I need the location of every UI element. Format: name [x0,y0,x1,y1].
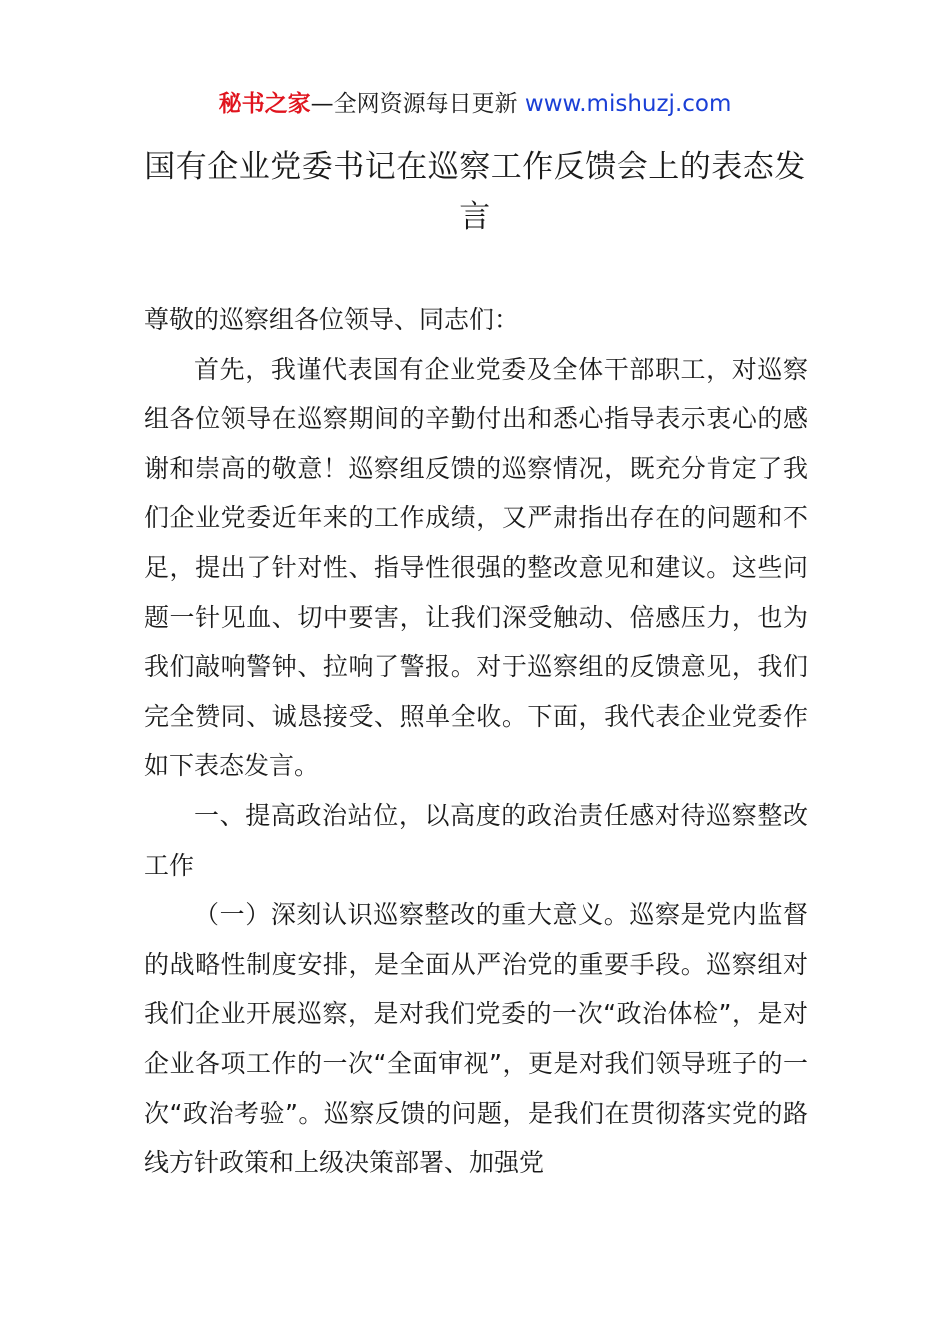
document-title: 国有企业党委书记在巡察工作反馈会上的表态发言 [144,149,806,235]
site-brand: 秘书之家 [218,91,311,117]
site-tagline: —全网资源每日更新 [310,91,525,117]
paragraph-intro: 首先，我谨代表国有企业党委及全体干部职工，对巡察组各位领导在巡察期间的辛勤付出和悉心指导表示衷心的感谢和崇高的敬意！巡察组反馈的巡察情况，既充分肯定了我们企业党委近年来的工作成绩，又严肃指出存在的问题和不足，提出了针对性、指导性很强的整改意见和建议。这些问题一针见血、切中要害，让我们深受触动、倍感压力，也为我们敲响警钟、拉响了警报。对于巡察组的反馈意见，我们完全赞同、诚恳接受、照单全收。下面，我代表企业党委作如下表态发言。 [144,354,808,781]
section-heading-1: 一、提高政治站位，以高度的政治责任感对待巡察整改工作 [144,800,808,880]
document-body [144,295,808,1188]
salutation: 尊敬的巡察组各位领导、同志们： [144,305,520,334]
subsection-paragraph-1: （一）深刻认识巡察整改的重大意义。巡察是党内监督的战略性制度安排，是全面从严治党的重要手段。巡察组对我们企业开展巡察，是对我们党委的一次“政治体检”，是对企业各项工作的一次“全面审视”，更是对我们领导班子的一次“政治考验”。巡察反馈的问题，是我们在贯彻落实党的路线方针政策和上级决策部署、加强党 [144,900,808,1178]
site-header [0,86,950,122]
site-url-link[interactable]: www.mishuzj.com [524,91,732,117]
